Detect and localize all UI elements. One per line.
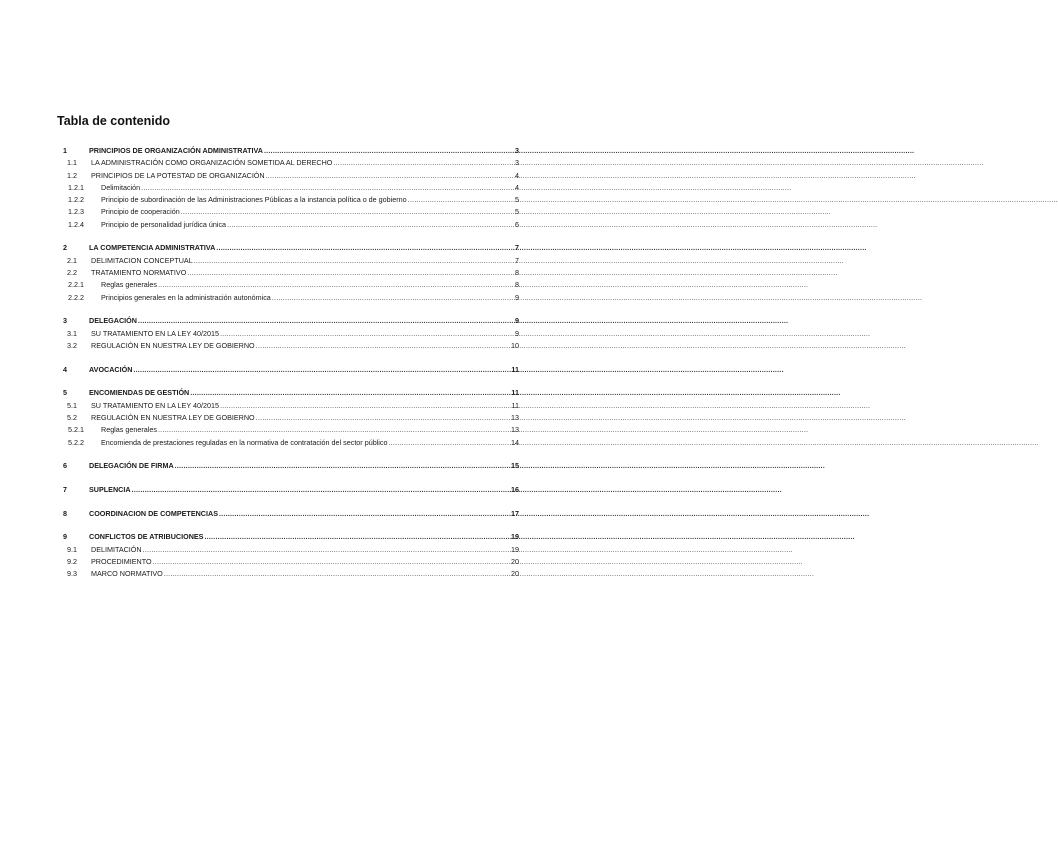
toc-entry-number: 1.2.3 [68, 207, 84, 217]
toc-entry-page: 14 [511, 437, 519, 447]
toc-entry-1[interactable] [57, 145, 519, 157]
toc-entry-number: 9 [63, 532, 67, 542]
toc-leader-dots [272, 292, 514, 304]
toc-entry-page: 9 [515, 292, 519, 302]
toc-entry-number: 1.2.1 [68, 182, 84, 192]
toc-entry-number: 1.2.4 [68, 219, 84, 229]
toc-entry-number: 2.2.1 [68, 280, 84, 290]
toc-entry-page: 3 [515, 146, 519, 155]
toc-entry-2-2[interactable] [57, 267, 519, 279]
toc-entry-page: 20 [511, 569, 519, 579]
toc-leader-dots [190, 387, 510, 399]
toc-entry-page: 15 [511, 461, 519, 471]
toc-entry-5-2-2[interactable] [57, 437, 519, 449]
toc-entry-number: 1 [63, 146, 67, 155]
toc-entry-page: 5 [515, 195, 519, 205]
toc-entry-5-1[interactable] [57, 400, 519, 412]
toc-leader-dots [219, 508, 510, 520]
toc-entry-1-1[interactable] [57, 157, 519, 169]
toc-leader-dots [143, 544, 510, 556]
toc-entry-number: 2.2.2 [68, 292, 84, 302]
toc-leader-dots [227, 219, 514, 231]
toc-leader-dots [220, 328, 514, 340]
toc-leader-dots [388, 437, 510, 449]
toc-entry-page: 20 [511, 556, 519, 566]
toc-entry-title: Delimitación [101, 182, 141, 192]
toc-title: Tabla de contenido [57, 114, 170, 128]
toc-entry-number: 4 [63, 364, 67, 374]
toc-entry-number: 5 [63, 388, 67, 398]
toc-entry-page: 3 [515, 158, 519, 168]
toc-entry-title: DELIMITACIÓN [91, 544, 142, 554]
toc-entry-page: 8 [515, 280, 519, 290]
toc-leader-dots [220, 400, 511, 412]
toc-leader-dots [138, 315, 514, 327]
toc-entry-page: 11 [511, 400, 519, 410]
toc-leader-dots [256, 412, 510, 424]
toc-leader-dots [153, 556, 510, 568]
toc-entry-number: 5.2 [67, 412, 77, 422]
toc-entry-page: 13 [511, 412, 519, 422]
toc-entry-title: Encomienda de prestaciones reguladas en la normativa de contratación del sector público [101, 437, 388, 447]
toc-entry-5-2-1[interactable] [57, 424, 519, 436]
toc-leader-dots [408, 194, 514, 206]
toc-entry-title: SUPLENCIA [89, 484, 131, 494]
toc-entry-title: SU TRATAMIENTO EN LA LEY 40/2015 [91, 400, 219, 410]
toc-entry-title: REGULACIÓN EN NUESTRA LEY DE GOBIERNO [91, 412, 255, 422]
toc-entry-number: 5.2.1 [68, 425, 84, 435]
toc-entry-1-2[interactable] [57, 170, 519, 182]
toc-leader-dots [141, 182, 514, 194]
toc-entry-page: 9 [515, 316, 519, 326]
toc-entry-page: 7 [515, 255, 519, 265]
toc-entry-number: 3 [63, 316, 67, 326]
toc-entry-page: 11 [511, 388, 519, 398]
toc-leader-dots [164, 568, 510, 580]
toc-entry-page: 19 [511, 544, 519, 554]
toc-entry-1-2-3[interactable] [57, 206, 519, 218]
toc-leader-dots [216, 242, 514, 254]
toc-leader-dots [158, 424, 510, 436]
toc-entry-title: DELIMITACION CONCEPTUAL [91, 255, 193, 265]
toc-leader-dots [204, 531, 510, 543]
toc-leader-dots [187, 267, 514, 279]
toc-leader-dots [181, 206, 514, 218]
toc-entry-title: AVOCACIÓN [89, 364, 133, 374]
toc-entry-number: 1.2 [67, 170, 77, 180]
toc-entry-title: LA COMPETENCIA ADMINISTRATIVA [89, 243, 216, 253]
toc-entry-title: CONFLICTOS DE ATRIBUCIONES [89, 532, 204, 542]
toc-entry-8[interactable] [57, 508, 519, 520]
toc-entry-number: 2 [63, 243, 67, 253]
toc-entry-title: TRATAMIENTO NORMATIVO [91, 268, 187, 278]
toc-entry-3[interactable] [57, 315, 519, 327]
toc-leader-dots [264, 145, 514, 157]
toc-entry-number: 3.1 [67, 328, 77, 338]
toc-entry-number: 2.1 [67, 255, 77, 265]
toc-entry-2-1[interactable] [57, 255, 519, 267]
toc-entry-1-2-4[interactable] [57, 219, 519, 231]
toc-entry-title: Reglas generales [101, 280, 157, 290]
toc-entry-number: 9.1 [67, 544, 77, 554]
toc-entry-number: 9.3 [67, 569, 77, 579]
toc-leader-dots [132, 484, 510, 496]
toc-entry-6[interactable] [57, 460, 519, 472]
table-of-contents [57, 145, 519, 580]
toc-entry-number: 9.2 [67, 556, 77, 566]
toc-entry-4[interactable] [57, 364, 519, 376]
toc-entry-title: PRINCIPIOS DE LA POTESTAD DE ORGANIZACIÓN [91, 170, 265, 180]
toc-entry-number: 6 [63, 461, 67, 471]
toc-entry-page: 4 [515, 182, 519, 192]
toc-entry-9-2[interactable] [57, 556, 519, 568]
toc-entry-title: PROCEDIMIENTO [91, 556, 152, 566]
toc-entry-page: 19 [511, 532, 519, 542]
toc-leader-dots [256, 340, 510, 352]
toc-leader-dots [175, 460, 510, 472]
toc-entry-1-2-1[interactable] [57, 182, 519, 194]
toc-entry-9[interactable] [57, 531, 519, 543]
toc-entry-number: 3.2 [67, 340, 77, 350]
toc-entry-2[interactable] [57, 242, 519, 254]
toc-entry-page: 7 [515, 243, 519, 253]
toc-entry-title: Principios generales en la administración autonómica [101, 292, 271, 302]
toc-entry-5[interactable] [57, 387, 519, 399]
toc-entry-title: LA ADMINISTRACIÓN COMO ORGANIZACIÓN SOMETIDA AL DERECHO [91, 158, 333, 168]
toc-entry-5-2[interactable] [57, 412, 519, 424]
toc-entry-title: Principio de cooperación [101, 207, 180, 217]
toc-entry-page: 16 [511, 484, 519, 494]
toc-entry-page: 6 [515, 219, 519, 229]
toc-entry-page: 11 [511, 364, 519, 374]
toc-entry-page: 4 [515, 170, 519, 180]
toc-entry-7[interactable] [57, 484, 519, 496]
toc-leader-dots [133, 364, 510, 376]
toc-entry-title: COORDINACION DE COMPETENCIAS [89, 508, 218, 518]
toc-leader-dots [194, 255, 514, 267]
toc-entry-3-1[interactable] [57, 328, 519, 340]
toc-entry-title: Reglas generales [101, 425, 157, 435]
toc-entry-page: 9 [515, 328, 519, 338]
toc-entry-title: DELEGACIÓN DE FIRMA [89, 461, 174, 471]
toc-entry-page: 17 [511, 508, 519, 518]
toc-entry-page: 13 [511, 425, 519, 435]
toc-entry-9-3[interactable] [57, 568, 519, 580]
toc-entry-title: PRINCIPIOS DE ORGANIZACIÓN ADMINISTRATIVA [89, 146, 263, 155]
toc-entry-number: 5.1 [67, 400, 77, 410]
toc-entry-page: 10 [511, 340, 519, 350]
toc-entry-2-2-1[interactable] [57, 279, 519, 291]
toc-entry-title: MARCO NORMATIVO [91, 569, 163, 579]
toc-entry-title: ENCOMIENDAS DE GESTIÓN [89, 388, 190, 398]
toc-entry-title: DELEGACIÓN [89, 316, 137, 326]
toc-entry-1-2-2[interactable] [57, 194, 519, 206]
toc-entry-number: 2.2 [67, 268, 77, 278]
toc-entry-title: Principio de subordinación de las Administraciones Públicas a la instancia política o de gobierno [101, 195, 407, 205]
toc-entry-number: 8 [63, 508, 67, 518]
toc-entry-number: 7 [63, 484, 67, 494]
toc-entry-page: 8 [515, 268, 519, 278]
toc-entry-title: REGULACIÓN EN NUESTRA LEY DE GOBIERNO [91, 340, 255, 350]
toc-entry-title: Principio de personalidad jurídica única [101, 219, 227, 229]
toc-leader-dots [333, 157, 514, 169]
toc-entry-2-2-2[interactable] [57, 292, 519, 304]
toc-leader-dots [158, 279, 514, 291]
toc-entry-number: 5.2.2 [68, 437, 84, 447]
toc-entry-3-2[interactable] [57, 340, 519, 352]
toc-entry-title: SU TRATAMIENTO EN LA LEY 40/2015 [91, 328, 219, 338]
toc-entry-page: 5 [515, 207, 519, 217]
toc-entry-number: 1.1 [67, 158, 77, 168]
toc-entry-9-1[interactable] [57, 544, 519, 556]
toc-entry-number: 1.2.2 [68, 195, 84, 205]
toc-leader-dots [266, 170, 514, 182]
